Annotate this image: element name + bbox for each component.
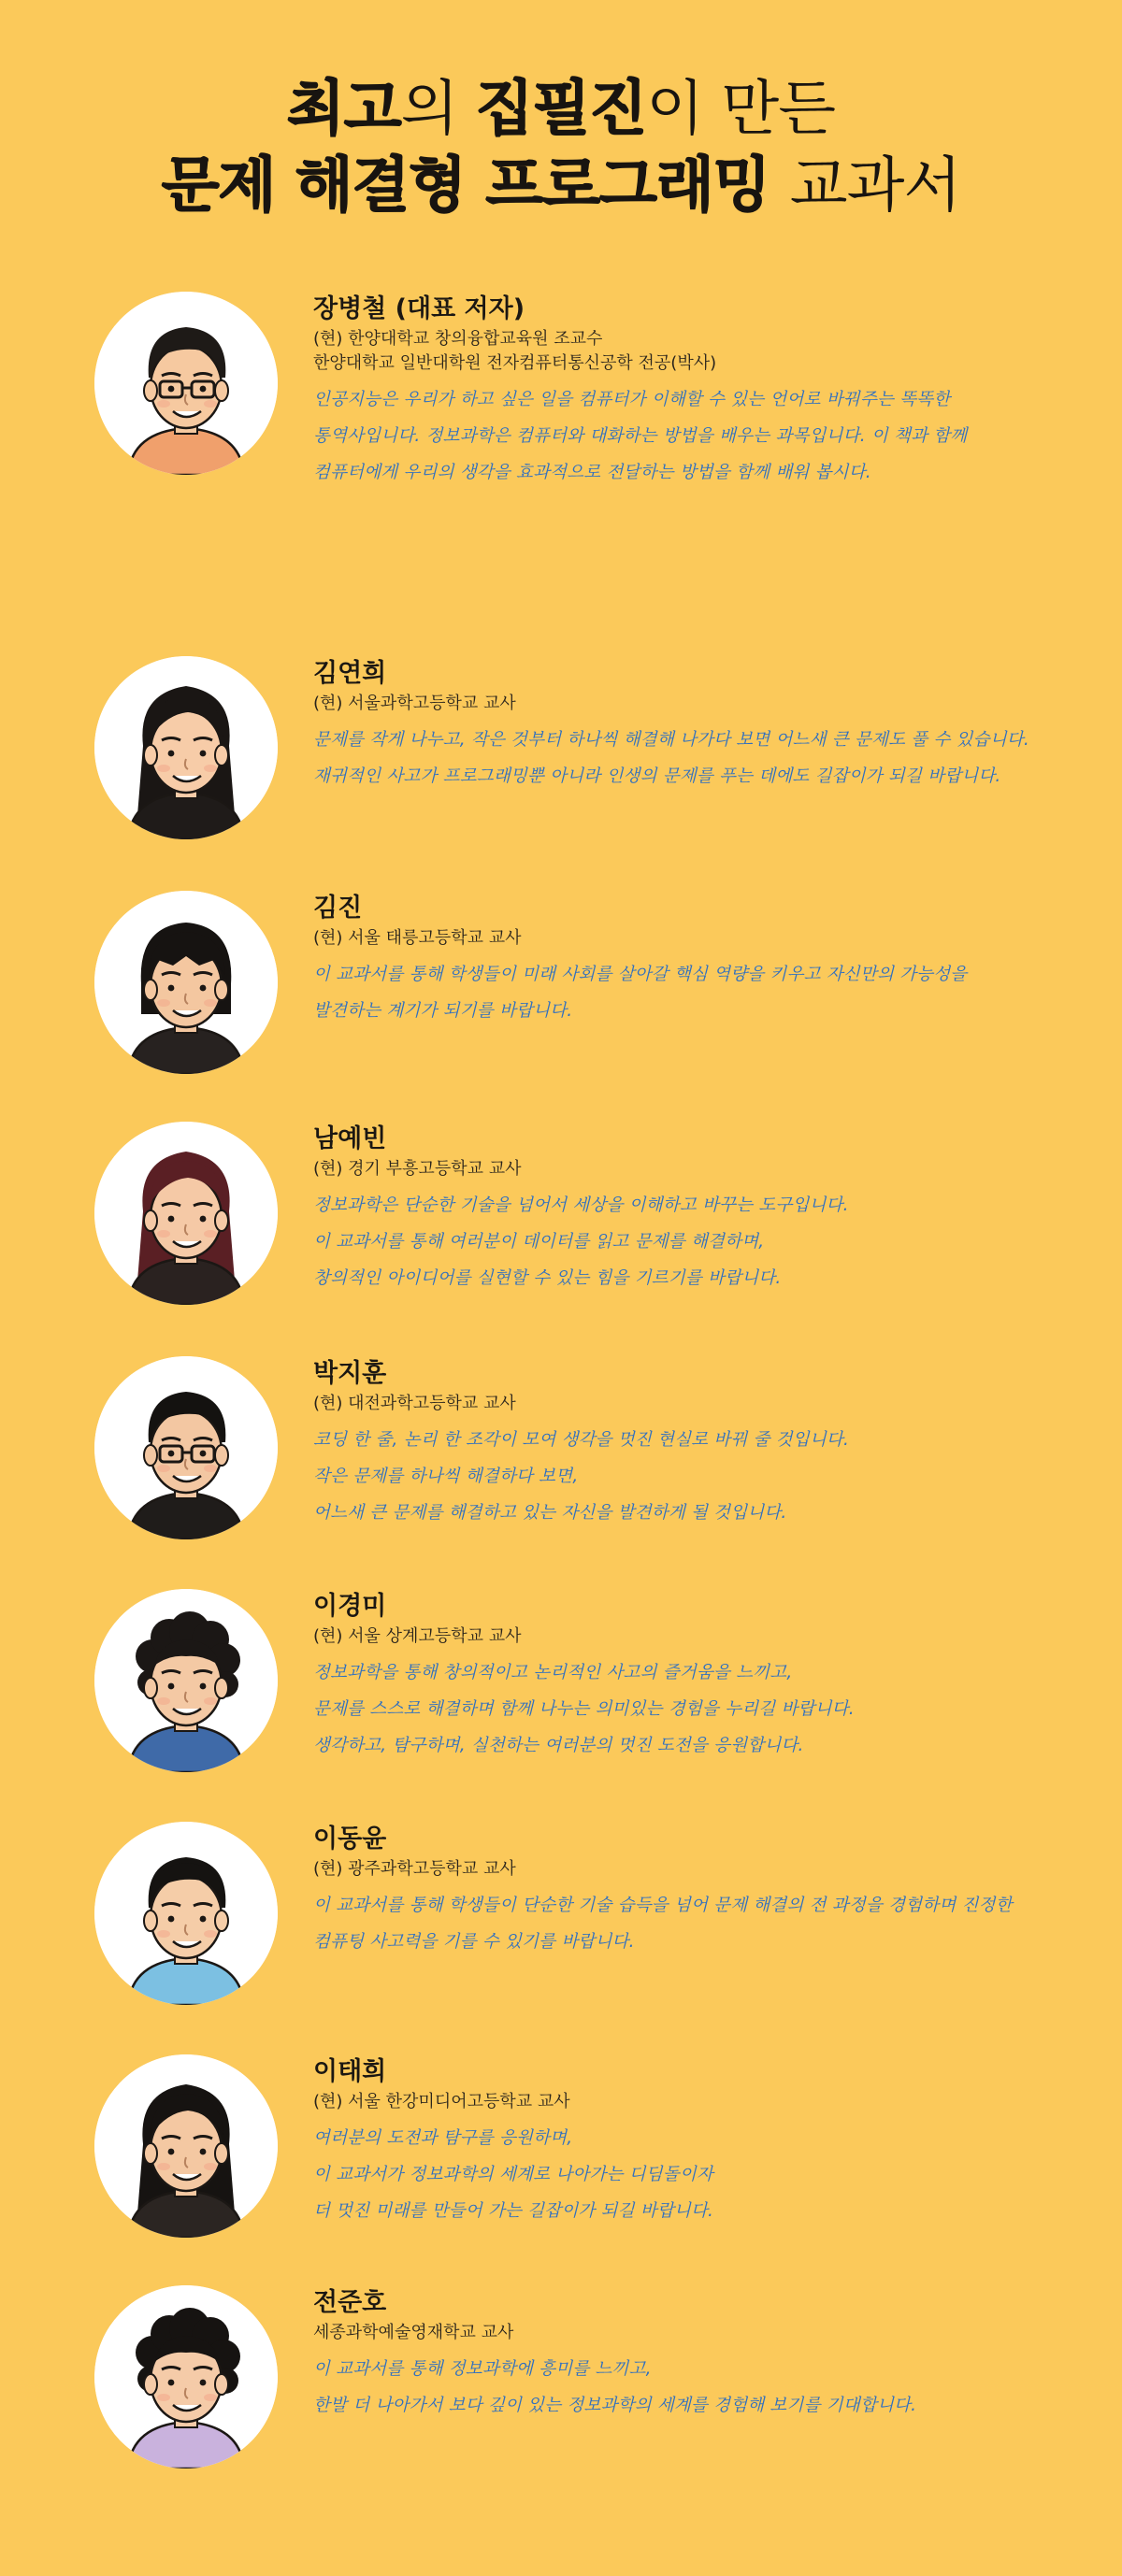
author-quote [313, 956, 1080, 1029]
headline-segment: 문제 해결형 프로그래밍 [161, 151, 790, 221]
headline-segment: 의 [400, 75, 476, 144]
author-quote [313, 381, 1080, 491]
author-position: 세종과학예술영재학교 교사 [313, 2323, 514, 2342]
author-card [0, 2054, 1122, 2251]
author-quote [313, 1422, 1080, 1531]
author-info [313, 1122, 1080, 1296]
author-info [313, 656, 1080, 794]
quote-line: 이 교과서를 통해 여러분이 데이터를 읽고 문제를 해결하며, [313, 1232, 765, 1252]
headline-segment: 이 만든 [646, 75, 836, 144]
quote-line: 이 교과서가 정보과학의 세계로 나아가는 디딤돌이자 [313, 2165, 713, 2184]
author-info [313, 292, 1080, 491]
quote-line: 코딩 한 줄, 논리 한 조각이 모여 생각을 멋진 현실로 바꿔 줄 것입니다. [313, 1430, 850, 1450]
author-info [313, 1356, 1080, 1531]
author-quote [313, 1887, 1080, 1960]
author-avatar [94, 2285, 278, 2469]
author-card [0, 2285, 1122, 2482]
author-position: (현) 서울 상계고등학교 교사 [313, 1626, 522, 1646]
quote-line: 작은 문제를 하나씩 해결하다 보면, [313, 1467, 579, 1486]
author-info [313, 2054, 1080, 2229]
headline [0, 71, 1122, 224]
author-info [313, 1589, 1080, 1764]
author-avatar [94, 656, 278, 839]
quote-line: 한발 더 나아가서 보다 깊이 있는 정보과학의 세계를 경험해 보기를 기대합니다. [313, 2396, 917, 2415]
quote-line: 이 교과서를 통해 학생들이 미래 사회를 살아갈 핵심 역량을 키우고 자신만의 가능성을 [313, 965, 968, 984]
author-quote [313, 1654, 1080, 1764]
author-quote [313, 2120, 1080, 2229]
author-position: (현) 서울 한강미디어고등학교 교사 [313, 2092, 570, 2111]
author-info [313, 2285, 1080, 2424]
author-name: 김연희 [313, 659, 387, 688]
quote-line: 인공지능은 우리가 하고 싶은 일을 컴퓨터가 이해할 수 있는 언어로 바꿔주는 똑똑한 [313, 390, 951, 409]
quote-line: 컴퓨터에게 우리의 생각을 효과적으로 전달하는 방법을 함께 배워 봅시다. [313, 463, 871, 482]
author-name: 이동윤 [313, 1825, 387, 1853]
quote-line: 재귀적인 사고가 프로그래밍뿐 아니라 인생의 문제를 푸는 데에도 길잡이가 되길 바랍니다. [313, 766, 1001, 786]
quote-line: 생각하고, 탐구하며, 실천하는 여러분의 멋진 도전을 응원합니다. [313, 1736, 804, 1755]
headline-segment: 최고 [286, 75, 401, 144]
quote-line: 여러분의 도전과 탐구를 응원하며, [313, 2128, 573, 2148]
author-quote [313, 1187, 1080, 1296]
author-avatar [94, 292, 278, 475]
quote-line: 정보과학을 통해 창의적이고 논리적인 사고의 즐거움을 느끼고, [313, 1663, 793, 1682]
author-avatar [94, 2054, 278, 2238]
author-avatar [94, 1122, 278, 1305]
author-name: 남예빈 [313, 1124, 387, 1153]
author-card [0, 1822, 1122, 2018]
headline-segment: 집필진 [475, 75, 647, 144]
headline-segment: 교과서 [789, 151, 961, 221]
author-position: (현) 한양대학교 창의융합교육원 조교수 [313, 329, 603, 349]
quote-line: 이 교과서를 통해 정보과학에 흥미를 느끼고, [313, 2359, 652, 2379]
quote-line: 문제를 스스로 해결하며 함께 나누는 의미있는 경험을 누리길 바랍니다. [313, 1699, 855, 1719]
author-name: 김진 [313, 894, 363, 923]
quote-line: 발견하는 계기가 되기를 바랍니다. [313, 1001, 573, 1021]
author-position: (현) 대전과학고등학교 교사 [313, 1394, 516, 1413]
headline-line-2 [0, 148, 1122, 224]
author-quote [313, 722, 1080, 794]
author-card [0, 656, 1122, 852]
author-name: 이경미 [313, 1592, 387, 1621]
author-position: 한양대학교 일반대학원 전자컴퓨터통신공학 전공(박사) [313, 353, 717, 373]
author-name: 이태희 [313, 2057, 387, 2086]
author-avatar [94, 1822, 278, 2005]
author-position: (현) 서울 태릉고등학교 교사 [313, 928, 522, 948]
quote-line: 창의적인 아이디어를 실현할 수 있는 힘을 기르기를 바랍니다. [313, 1268, 782, 1288]
quote-line: 어느새 큰 문제를 해결하고 있는 자신을 발견하게 될 것입니다. [313, 1503, 787, 1523]
author-card [0, 1356, 1122, 1553]
author-avatar [94, 891, 278, 1074]
author-card [0, 1589, 1122, 1785]
author-name: 전준호 [313, 2288, 387, 2317]
author-card [0, 891, 1122, 1087]
author-avatar [94, 1589, 278, 1772]
quote-line: 통역사입니다. 정보과학은 컴퓨터와 대화하는 방법을 배우는 과목입니다. 이 책과 함께 [313, 426, 968, 446]
author-quote [313, 2351, 1080, 2424]
author-avatar [94, 1356, 278, 1539]
quote-line: 문제를 작게 나누고, 작은 것부터 하나씩 해결해 나가다 보면 어느새 큰 문제도 풀 수 있습니다. [313, 730, 1029, 750]
headline-line-1 [0, 71, 1122, 148]
author-position: (현) 광주과학고등학교 교사 [313, 1859, 516, 1879]
author-position: (현) 서울과학고등학교 교사 [313, 694, 516, 713]
quote-line: 이 교과서를 통해 학생들이 단순한 기술 습득을 넘어 문제 해결의 전 과정을 경험하며 진정한 [313, 1896, 1013, 1915]
author-card [0, 292, 1122, 488]
author-info [313, 1822, 1080, 1960]
quote-line: 더 멋진 미래를 만들어 가는 길잡이가 되길 바랍니다. [313, 2201, 714, 2221]
author-name: 장병철 (대표 저자) [313, 294, 525, 323]
quote-line: 컴퓨팅 사고력을 기를 수 있기를 바랍니다. [313, 1932, 635, 1952]
author-card [0, 1122, 1122, 1318]
quote-line: 정보과학은 단순한 기술을 넘어서 세상을 이해하고 바꾸는 도구입니다. [313, 1195, 849, 1215]
author-name: 박지훈 [313, 1359, 387, 1388]
author-position: (현) 경기 부흥고등학교 교사 [313, 1159, 522, 1179]
author-info [313, 891, 1080, 1029]
